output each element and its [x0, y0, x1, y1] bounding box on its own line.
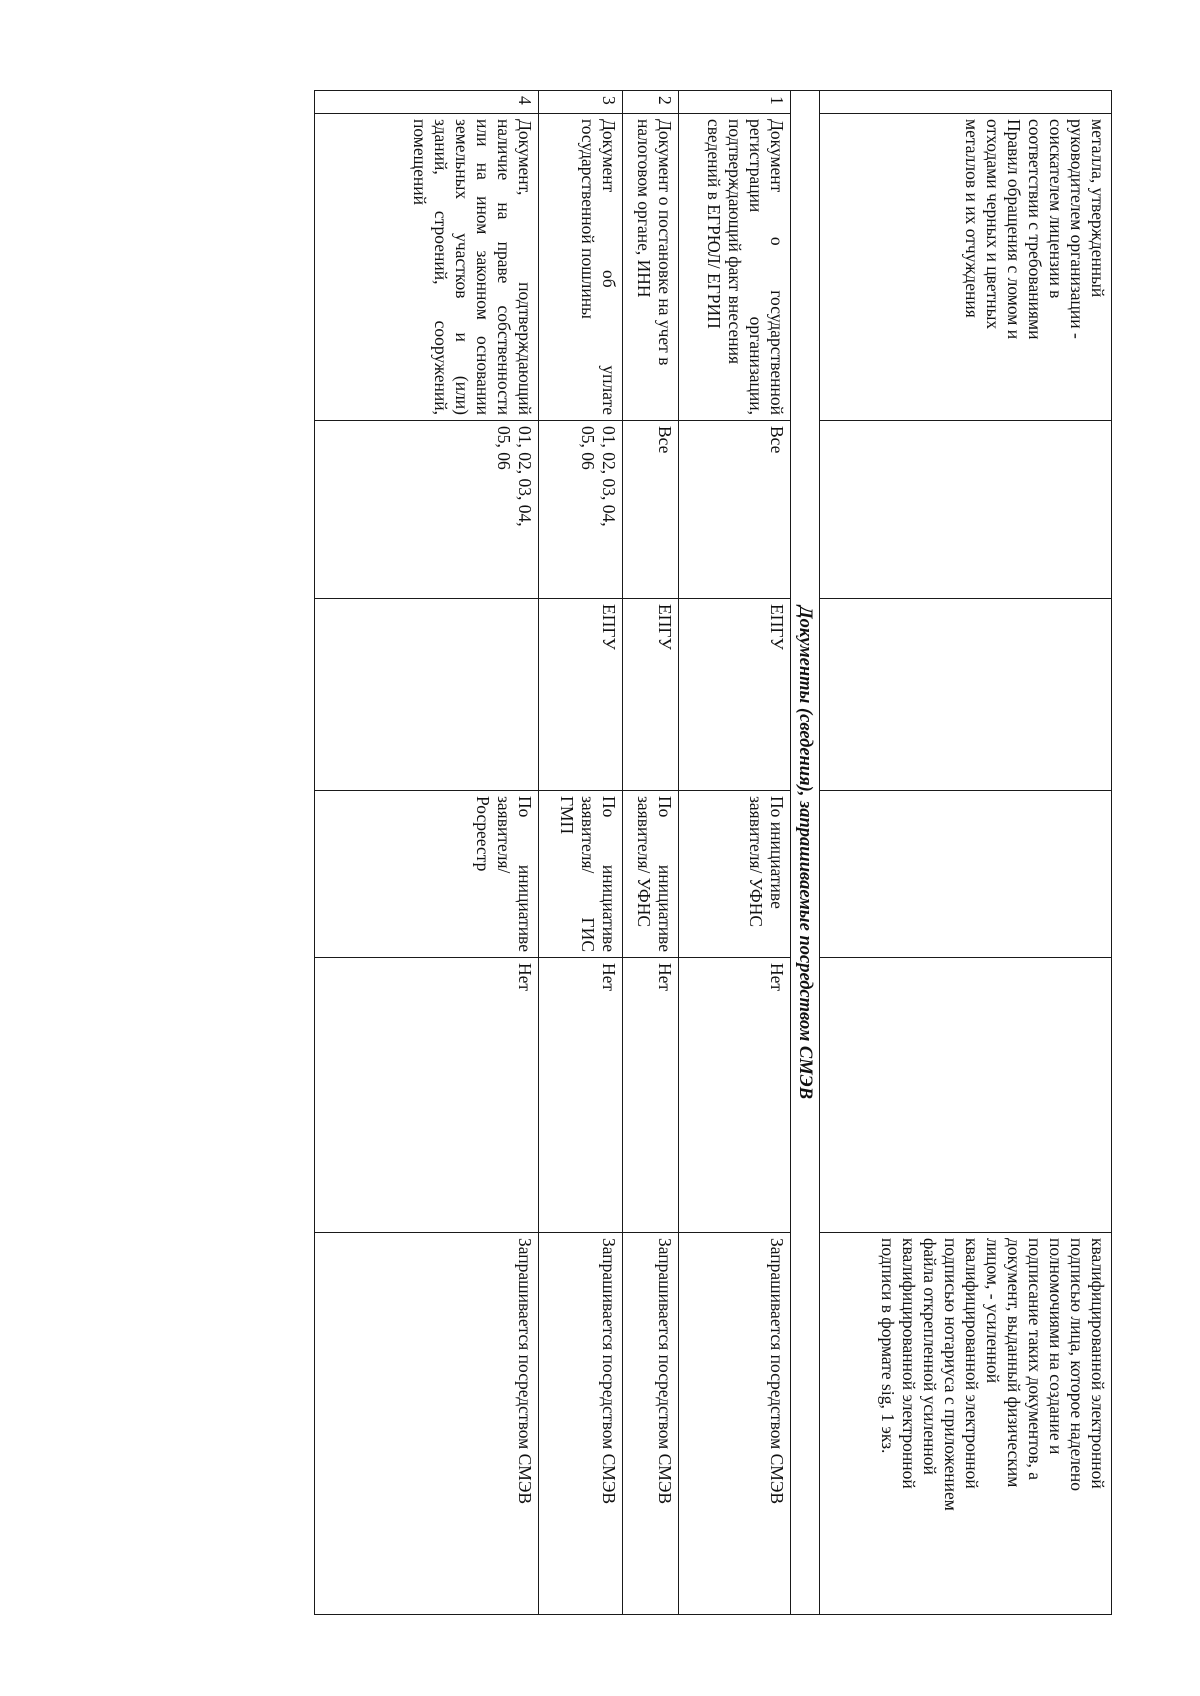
- source-cell: ЕПГУ: [678, 599, 790, 791]
- original-cell: Нет: [622, 958, 678, 1233]
- note-cell: Запрашивается посредством СМЭВ: [622, 1233, 678, 1615]
- row-number: 2: [622, 91, 678, 114]
- codes-cell: Все: [622, 421, 678, 599]
- codes-cell: 01, 02, 03, 04, 05, 06: [538, 421, 622, 599]
- initiative-cell: По инициативе заявителя/ УФНС: [678, 791, 790, 958]
- original-cell: Нет: [678, 958, 790, 1233]
- codes-cell: 01, 02, 03, 04, 05, 06: [314, 421, 538, 599]
- section-title: Документы (сведения), запрашиваемые посредством СМЭВ: [790, 91, 819, 1615]
- note-cell: квалифицированной электронной подписью лица, которое наделено полномочиями на создание и подписание таких документов, а документ, выданный физическим лицом, - усиленной квалифицированной электронной подписью нотариуса с приложением файла открепленной усиленной квалифицированной электронной подписи в формате sig, 1 экз.: [820, 1233, 1112, 1615]
- table-row: [820, 91, 1112, 1615]
- table-row: [538, 91, 622, 1615]
- source-cell: [314, 599, 538, 791]
- document-cell: Документ об уплате государственной пошлины: [538, 114, 622, 421]
- table-row: [678, 91, 790, 1615]
- document-cell: Документ о постановке на учет в налоговом органе, ИНН: [622, 114, 678, 421]
- codes-cell: [820, 421, 1112, 599]
- source-cell: [820, 599, 1112, 791]
- original-cell: Нет: [538, 958, 622, 1233]
- initiative-cell: [820, 791, 1112, 958]
- original-cell: Нет: [314, 958, 538, 1233]
- note-cell: Запрашивается посредством СМЭВ: [538, 1233, 622, 1615]
- row-number: 1: [678, 91, 790, 114]
- table-row: [622, 91, 678, 1615]
- row-number-cell: [820, 91, 1112, 114]
- initiative-cell: По инициативе заявителя/ Росреестр: [314, 791, 538, 958]
- original-cell: [820, 958, 1112, 1233]
- note-cell: Запрашивается посредством СМЭВ: [314, 1233, 538, 1615]
- note-cell: Запрашивается посредством СМЭВ: [678, 1233, 790, 1615]
- document-cell: Документ, подтверждающий наличие на праве собственности или на ином законном основании земельных участков и (или) зданий, строений, сооружений, помещений: [314, 114, 538, 421]
- section-header-row: [790, 91, 819, 1615]
- document-cell: Документ о государственной регистрации организации, подтверждающий факт внесения сведений в ЕГРЮЛ/ ЕГРИП: [678, 114, 790, 421]
- row-number: 4: [314, 91, 538, 114]
- source-cell: ЕПГУ: [622, 599, 678, 791]
- document-cell: металла, утвержденный руководителем организации - соискателем лицензии в соответствии с требованиями Правил обращения с ломом и отходами черных и цветных металлов и их отчуждения: [820, 114, 1112, 421]
- codes-cell: Все: [678, 421, 790, 599]
- row-number: 3: [538, 91, 622, 114]
- initiative-cell: По инициативе заявителя/ ГИС ГМП: [538, 791, 622, 958]
- initiative-cell: По инициативе заявителя/ УФНС: [622, 791, 678, 958]
- table-row: [314, 91, 538, 1615]
- documents-table: [314, 90, 1112, 1615]
- source-cell: ЕПГУ: [538, 599, 622, 791]
